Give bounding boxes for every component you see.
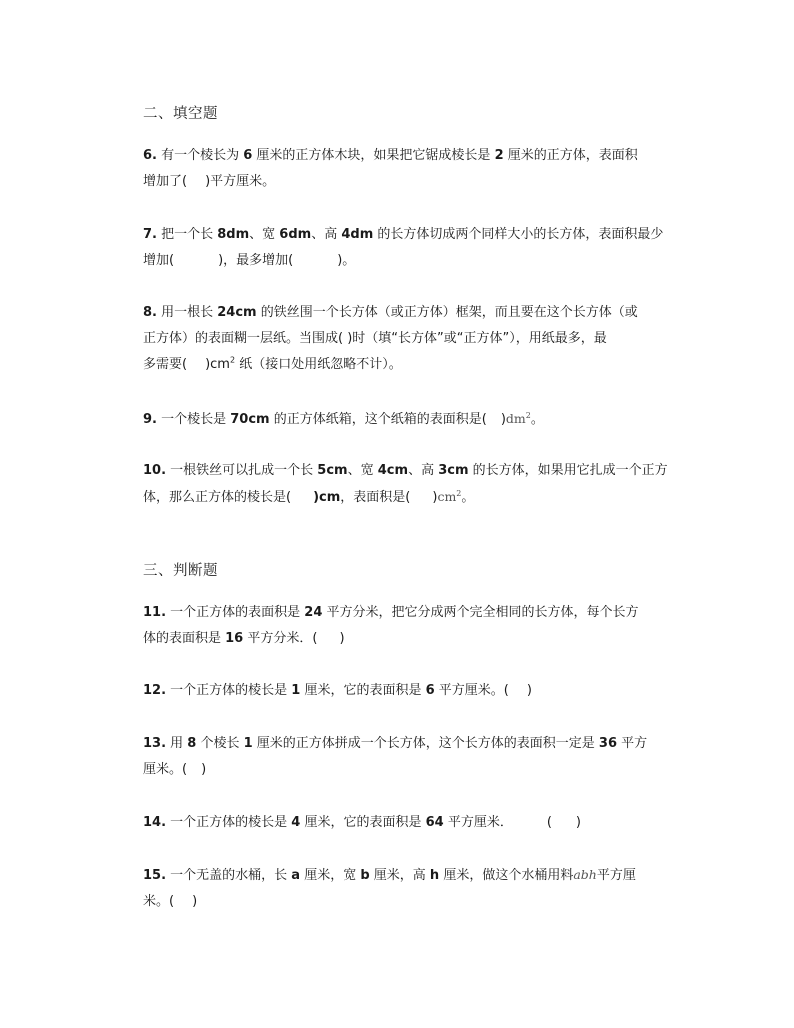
question-11: [143, 600, 663, 652]
question-number: 14.: [143, 815, 167, 830]
question-6: [143, 143, 663, 195]
question-14: [143, 810, 663, 836]
question-15-line-2: 米。( ): [143, 894, 198, 909]
question-11-line-1: 11. 一个正方体的表面积是 24 平方分米，把它分成两个完全相同的长方体，每个长方: [143, 605, 639, 620]
question-8: [143, 300, 663, 378]
expression-abh: abh: [573, 867, 597, 882]
question-13-line-1: 13. 用 8 个棱长 1 厘米的正方体拼成一个长方体，这个长方体的表面积一定是 36 平方: [143, 736, 648, 751]
question-10: [143, 458, 668, 511]
question-11-line-2: 体的表面积是 16 平方分米．( ): [143, 631, 345, 646]
question-14-line-1: 14. 一个正方体的棱长是 4 厘米，它的表面积是 64 平方厘米． ( ): [143, 815, 581, 830]
unit-cm2: $cm^2$: [437, 488, 462, 504]
question-12-line-1: 12. 一个正方体的棱长是 1 厘米，它的表面积是 6 平方厘米。( ): [143, 683, 532, 698]
question-number: 7.: [143, 227, 157, 242]
question-number: 15.: [143, 868, 167, 883]
question-12: [143, 678, 663, 704]
question-10-line-2: 体，那么正方体的棱长是( )cm，表面积是( )$cm^2$。: [143, 488, 475, 505]
question-number: 10.: [143, 463, 167, 478]
question-number: 13.: [143, 736, 167, 751]
question-8-line-2: 正方体）的表面糊一层纸。当围成( )时（填“长方体”或“正方体”），用纸最多，最: [143, 331, 607, 346]
question-7: [143, 222, 663, 274]
question-13-line-2: 厘米。( ): [143, 762, 207, 777]
question-15-line-1: 15. 一个无盖的水桶，长 a 厘米，宽 b 厘米，高 h 厘米，做这个水桶用料abh平方厘: [143, 867, 636, 883]
unit-dm2: $dm^2$: [505, 410, 531, 426]
question-7-line-1: 7. 把一个长 8dm、宽 6dm、高 4dm 的长方体切成两个同样大小的长方体，表面积最少: [143, 227, 664, 242]
question-7-line-2: 增加( )，最多增加( )。: [143, 253, 356, 268]
question-number: 9.: [143, 412, 157, 427]
question-8-line-3: 多需要( )$cm^2$ 纸（接口处用纸忽略不计）。: [143, 355, 402, 372]
question-number: 6.: [143, 148, 157, 163]
question-10-line-1: 10. 一根铁丝可以扎成一个长 5cm、宽 4cm、高 3cm 的长方体，如果用它扎成一个正方: [143, 463, 668, 478]
question-number: 12.: [143, 683, 167, 698]
question-number: 8.: [143, 305, 157, 320]
question-9: [143, 406, 663, 433]
question-6-line-1: 6. 有一个棱长为 6 厘米的正方体木块，如果把它锯成棱长是 2 厘米的正方体，表面积: [143, 148, 638, 163]
question-9-line-1: 9. 一个棱长是 70cm 的正方体纸箱，这个纸箱的表面积是( )$dm^2$。: [143, 410, 544, 427]
question-8-line-1: 8. 用一根长 24cm 的铁丝围一个长方体（或正方体）框架，而且要在这个长方体（或: [143, 305, 638, 320]
question-15: [143, 862, 663, 915]
question-number: 11.: [143, 605, 167, 620]
section-title-fill-in: 二、填空题: [143, 106, 218, 122]
question-6-line-2: 增加了( )平方厘米。: [143, 174, 276, 189]
question-13: [143, 731, 663, 783]
section-title-true-false: 三、判断题: [143, 563, 218, 579]
